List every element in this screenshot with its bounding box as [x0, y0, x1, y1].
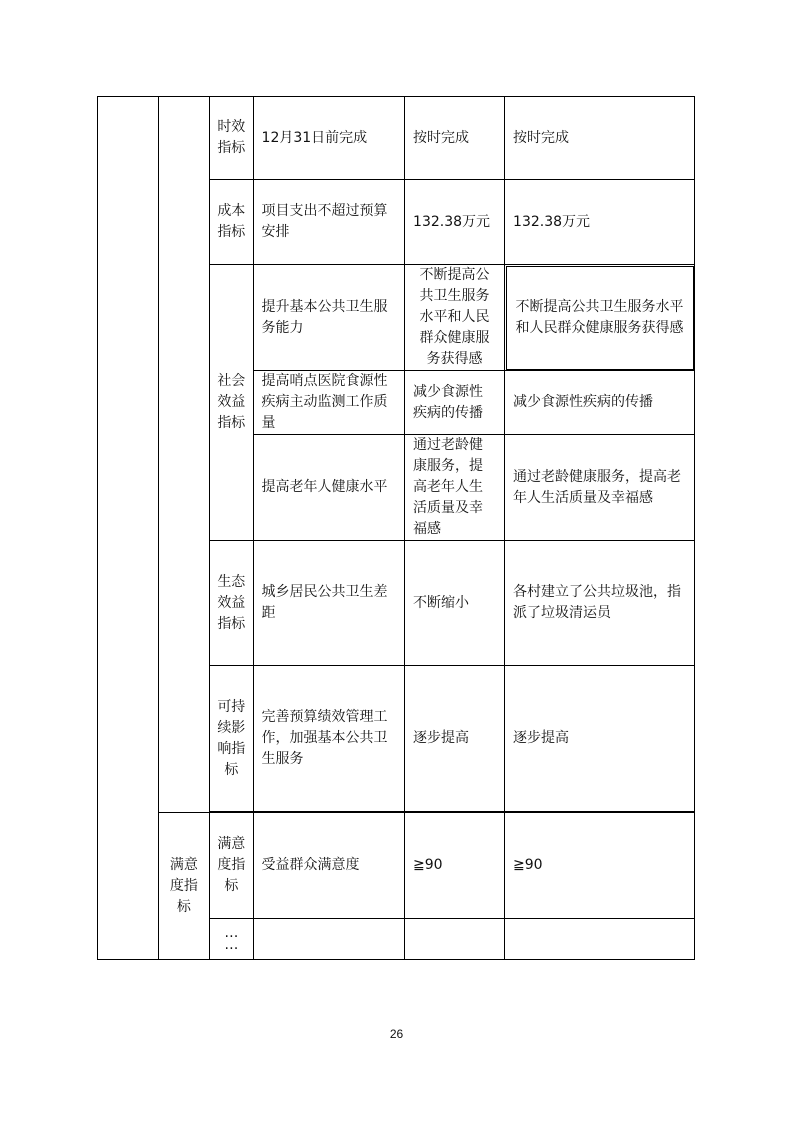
performance-indicator-table: [97, 96, 695, 960]
timeliness-target: 按时完成: [405, 97, 505, 180]
ecological-category: 生态效益指标: [210, 541, 253, 666]
table-row: [98, 813, 695, 919]
ecological-actual: 各村建立了公共垃圾池，指派了垃圾清运员: [505, 541, 695, 666]
sustainable-indicator: 完善预算绩效管理工作，加强基本公共卫生服务: [253, 666, 405, 812]
social-actual-2: 减少食源性疾病的传播: [505, 371, 695, 435]
empty-cell: [253, 919, 405, 960]
satisfaction-actual: ≧90: [505, 813, 695, 919]
empty-cell: [405, 919, 505, 960]
cost-category: 成本指标: [210, 180, 253, 265]
timeliness-indicator: 12月31日前完成: [253, 97, 405, 180]
social-indicator-2: 提高哨点医院食源性疾病主动监测工作质量: [253, 371, 405, 435]
table-row: [98, 97, 695, 180]
satisfaction-target: ≧90: [405, 813, 505, 919]
second-level-cell-empty: [158, 97, 210, 813]
social-target-3: 通过老龄健康服务，提高老年人生活质量及幸福感: [405, 435, 505, 541]
empty-cell: [505, 919, 695, 960]
first-level-cell-empty: [98, 97, 159, 960]
social-indicator-1: 提升基本公共卫生服务能力: [253, 265, 405, 371]
social-category: 社会效益指标: [210, 265, 253, 541]
social-actual-1: 不断提高公共卫生服务水平和人民群众健康服务获得感: [505, 265, 695, 371]
page-number: 26: [389, 1027, 404, 1041]
sustainable-category: 可持续影响指标: [210, 666, 253, 812]
ecological-target: 不断缩小: [405, 541, 505, 666]
social-target-2: 减少食源性疾病的传播: [405, 371, 505, 435]
satisfaction-indicator: 受益群众满意度: [253, 813, 405, 919]
performance-table-wrap: [97, 96, 695, 960]
timeliness-actual: 按时完成: [505, 97, 695, 180]
social-target-1: 不断提高公共卫生服务水平和人民群众健康服务获得感: [405, 265, 505, 371]
cost-target: 132.38万元: [405, 180, 505, 265]
social-indicator-3: 提高老年人健康水平: [253, 435, 405, 541]
cost-actual: 132.38万元: [505, 180, 695, 265]
sustainable-target: 逐步提高: [405, 666, 505, 812]
ellipsis-cell: … …: [210, 919, 253, 960]
cost-indicator: 项目支出不超过预算安排: [253, 180, 405, 265]
sustainable-actual: 逐步提高: [505, 666, 695, 812]
timeliness-category: 时效指标: [210, 97, 253, 180]
ecological-indicator: 城乡居民公共卫生差距: [253, 541, 405, 666]
satisfaction-category: 满意度指标: [210, 813, 253, 919]
social-actual-3: 通过老龄健康服务，提高老年人生活质量及幸福感: [505, 435, 695, 541]
satisfaction-group: 满意度指标: [158, 813, 210, 960]
